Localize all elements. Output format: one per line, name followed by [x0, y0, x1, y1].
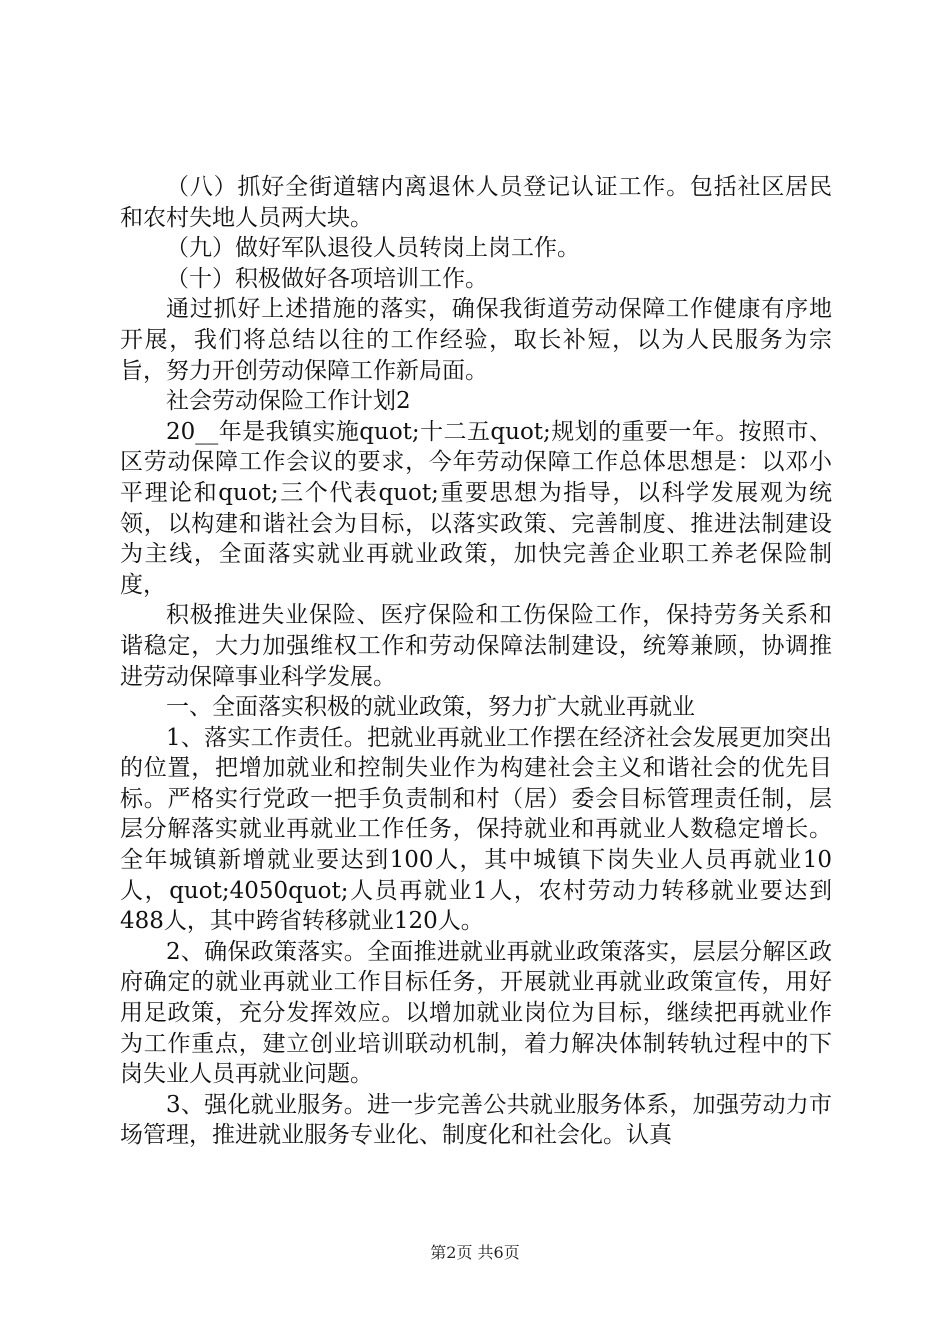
paragraph-overview: 20__年是我镇实施quot;十二五quot;规划的重要一年。按照市、区劳动保障工作会议的要求，今年劳动保障工作总体思想是：以邓小平理论和quot;三个代表quot;重要思想为指导，以科学发展观为统领，以构建和谐社会为目标，以落实政策、完善制度、推进法制建设为主线，全面落实就业再就业政策，加快完善企业职工养老保险制度， [120, 418, 832, 598]
paragraph-item-8: （八）抓好全街道辖内离退休人员登记认证工作。包括社区居民和农村失地人员两大块。 [120, 174, 832, 231]
paragraph-item-9: （九）做好军队退役人员转岗上岗工作。 [166, 235, 580, 262]
paragraph-point-1: 1、落实工作责任。把就业再就业工作摆在经济社会发展更加突出的位置，把增加就业和控制失业作为构建社会主义和谐社会的优先目标。严格实行党政一把手负责制和村（居）委会目标管理责任制，层层分解落实就业再就业工作任务，保持就业和再就业人数稳定增长。全年城镇新增就业要达到100人，其中城镇下岗失业人员再就业10人，quot;4050quot;人员再就业1人，农村劳动力转移就业要达到488人，其中跨省转移就业120人。 [120, 724, 832, 935]
paragraph-item-10: （十）积极做好各项培训工作。 [166, 265, 488, 292]
paragraph-point-3: 3、强化就业服务。进一步完善公共就业服务体系，加强劳动力市场管理，推进就业服务专业化、制度化和社会化。认真 [120, 1091, 832, 1149]
section-title-plan-2: 社会劳动保险工作计划2 [166, 388, 411, 415]
paragraph-point-2: 2、确保政策落实。全面推进就业再就业政策落实，层层分解区政府确定的就业再就业工作目标任务，开展就业再就业政策宣传，用好用足政策，充分发挥效应。以增加就业岗位为目标，继续把再就业作为工作重点，建立创业培训联动机制，着力解决体制转轨过程中的下岗失业人员再就业问题。 [120, 938, 832, 1088]
document-body [120, 172, 832, 1151]
paragraph-insurance: 积极推进失业保险、医疗保险和工伤保险工作，保持劳务关系和谐稳定，大力加强维权工作和劳动保障法制建设，统筹兼顾，协调推进劳动保障事业科学发展。 [120, 602, 832, 690]
section-heading-employment: 一、全面落实积极的就业政策，努力扩大就业再就业 [166, 694, 695, 721]
paragraph-summary: 通过抓好上述措施的落实，确保我街道劳动保障工作健康有序地开展，我们将总结以往的工作经验，取长补短，以为人民服务为宗旨，努力开创劳动保障工作新局面。 [120, 296, 832, 384]
page-number-footer: 第2页 共6页 [430, 1243, 520, 1262]
